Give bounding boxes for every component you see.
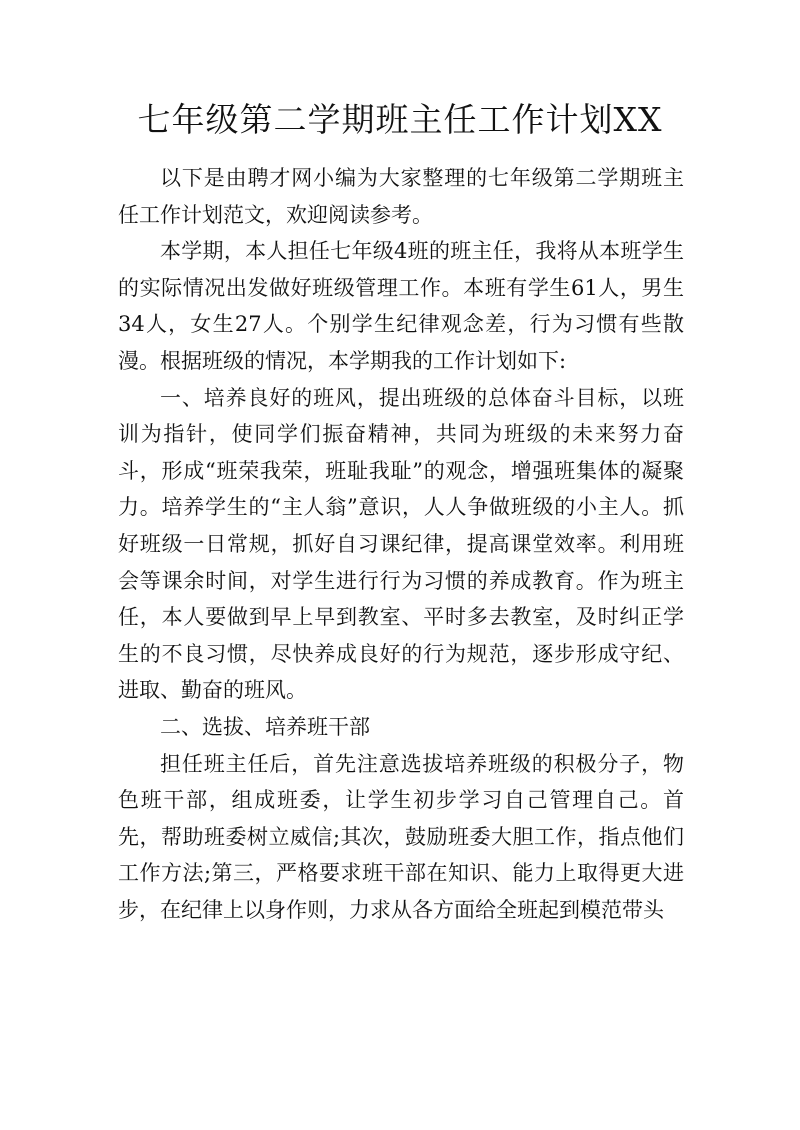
paragraph-section-two: 担任班主任后，首先注意选拔培养班级的积极分子，物色班干部，组成班委，让学生初步学习自己管理自己。首先，帮助班委树立威信;其次，鼓励班委大胆工作，指点他们工作方法;第三，严格要求班干部在知识、能力上取得更大进步，在纪律上以身作则，力求从各方面给全班起到模范带头 <box>118 751 684 922</box>
section-heading-two: 二、选拔、培养班干部 <box>160 714 370 739</box>
paragraph-intro: 以下是由聘才网小编为大家整理的七年级第二学期班主任工作计划范文，欢迎阅读参考。 <box>118 166 684 227</box>
paragraph-section-one: 一、培养良好的班风，提出班级的总体奋斗目标，以班训为指针，使同学们振奋精神，共同为班级的未来努力奋斗，形成“班荣我荣，班耻我耻”的观念，增强班集体的凝聚力。培养学生的“主人翁”意识，人人争做班级的小主人。抓好班级一日常规，抓好自习课纪律，提高课堂效率。利用班会等课余时间，对学生进行行为习惯的养成教育。作为班主任，本人要做到早上早到教室、平时多去教室，及时纠正学生的不良习惯，尽快养成良好的行为规范，逐步形成守纪、进取、勤奋的班风。 <box>118 385 684 703</box>
document-title: 七年级第二学期班主任工作计划XX <box>137 100 663 139</box>
paragraph-class-overview: 本学期，本人担任七年级4班的班主任，我将从本班学生的实际情况出发做好班级管理工作。本班有学生61人，男生34人，女生27人。个别学生纪律观念差，行为习惯有些散漫。根据班级的情况，本学期我的工作计划如下: <box>118 239 684 373</box>
document-body <box>118 160 684 928</box>
